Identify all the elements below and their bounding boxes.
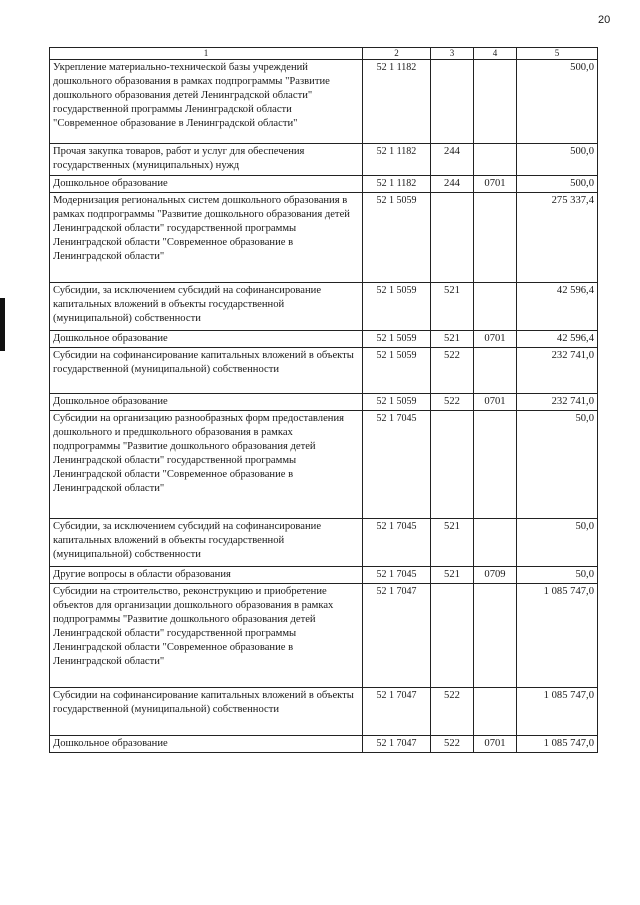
table-row	[50, 567, 598, 584]
row-name: Дошкольное образование	[50, 331, 363, 348]
row-expense-type	[431, 411, 474, 519]
row-target-code: 52 1 5059	[363, 193, 431, 283]
row-expense-type: 522	[431, 348, 474, 394]
row-section	[474, 519, 517, 567]
row-section: 0709	[474, 567, 517, 584]
row-target-code: 52 1 5059	[363, 394, 431, 411]
row-expense-type: 521	[431, 283, 474, 331]
row-name: Дошкольное образование	[50, 176, 363, 193]
margin-mark	[0, 298, 5, 351]
row-target-code: 52 1 7047	[363, 688, 431, 736]
row-name: Дошкольное образование	[50, 394, 363, 411]
row-name: Субсидии на строительство, реконструкцию и приобретение объектов для организации дошкольного образования в рамках подпрограммы "Развитие дошкольного образования детей Ленинградской области" государственной программы Ленинградской области "Современное образование в Ленинградской области"	[50, 584, 363, 688]
table-row	[50, 331, 598, 348]
row-amount: 500,0	[517, 60, 598, 144]
row-section	[474, 60, 517, 144]
table-row	[50, 193, 598, 283]
row-name: Субсидии, за исключением субсидий на софинансирование капитальных вложений в объекты государственной (муниципальной) собственности	[50, 283, 363, 331]
row-section: 0701	[474, 176, 517, 193]
column-header: 2	[363, 48, 431, 60]
column-header: 5	[517, 48, 598, 60]
row-amount: 275 337,4	[517, 193, 598, 283]
row-target-code: 52 1 7047	[363, 736, 431, 753]
row-section	[474, 348, 517, 394]
row-amount: 1 085 747,0	[517, 584, 598, 688]
budget-table	[49, 47, 598, 753]
row-target-code: 52 1 7045	[363, 567, 431, 584]
row-section	[474, 144, 517, 176]
row-section: 0701	[474, 736, 517, 753]
row-amount: 232 741,0	[517, 348, 598, 394]
page-number: 20	[598, 14, 611, 26]
table-row	[50, 688, 598, 736]
row-amount: 500,0	[517, 144, 598, 176]
row-expense-type: 521	[431, 567, 474, 584]
row-amount: 232 741,0	[517, 394, 598, 411]
row-amount: 50,0	[517, 567, 598, 584]
row-expense-type: 244	[431, 144, 474, 176]
row-amount: 500,0	[517, 176, 598, 193]
row-target-code: 52 1 7047	[363, 584, 431, 688]
row-target-code: 52 1 1182	[363, 176, 431, 193]
row-section: 0701	[474, 331, 517, 348]
row-amount: 1 085 747,0	[517, 688, 598, 736]
row-name: Другие вопросы в области образования	[50, 567, 363, 584]
row-target-code: 52 1 1182	[363, 60, 431, 144]
table-row	[50, 60, 598, 144]
row-section	[474, 411, 517, 519]
row-target-code: 52 1 5059	[363, 348, 431, 394]
row-expense-type	[431, 60, 474, 144]
row-target-code: 52 1 5059	[363, 331, 431, 348]
table-row	[50, 411, 598, 519]
row-name: Укрепление материально-технической базы учреждений дошкольного образования в рамках подпрограммы "Развитие дошкольного образования детей Ленинградской области" государственной программы Ленинградской области "Современное образование в Ленинградской области"	[50, 60, 363, 144]
table-row	[50, 283, 598, 331]
column-header: 3	[431, 48, 474, 60]
column-header: 1	[50, 48, 363, 60]
row-amount: 1 085 747,0	[517, 736, 598, 753]
row-amount: 42 596,4	[517, 331, 598, 348]
row-target-code: 52 1 7045	[363, 519, 431, 567]
column-header: 4	[474, 48, 517, 60]
row-expense-type: 522	[431, 394, 474, 411]
row-name: Субсидии на софинансирование капитальных вложений в объекты государственной (муниципальной) собственности	[50, 348, 363, 394]
row-amount: 50,0	[517, 411, 598, 519]
table-row	[50, 176, 598, 193]
row-expense-type: 521	[431, 331, 474, 348]
row-target-code: 52 1 5059	[363, 283, 431, 331]
table-row	[50, 584, 598, 688]
row-target-code: 52 1 7045	[363, 411, 431, 519]
row-expense-type: 522	[431, 688, 474, 736]
table-header-row	[50, 48, 598, 60]
table-row	[50, 144, 598, 176]
row-section	[474, 193, 517, 283]
row-name: Субсидии на организацию разнообразных форм предоставления дошкольного и предшкольного образования в рамках подпрограммы "Развитие дошкольного образования детей Ленинградской области" государственной программы Ленинградской области "Современное образование в Ленинградской области"	[50, 411, 363, 519]
row-name: Прочая закупка товаров, работ и услуг для обеспечения государственных (муниципальных) нужд	[50, 144, 363, 176]
row-expense-type: 244	[431, 176, 474, 193]
row-expense-type	[431, 193, 474, 283]
row-section: 0701	[474, 394, 517, 411]
row-expense-type: 522	[431, 736, 474, 753]
row-target-code: 52 1 1182	[363, 144, 431, 176]
row-amount: 42 596,4	[517, 283, 598, 331]
row-expense-type	[431, 584, 474, 688]
row-expense-type: 521	[431, 519, 474, 567]
row-section	[474, 688, 517, 736]
row-section	[474, 283, 517, 331]
row-name: Субсидии на софинансирование капитальных вложений в объекты государственной (муниципальной) собственности	[50, 688, 363, 736]
table-row	[50, 348, 598, 394]
table-row	[50, 394, 598, 411]
row-name: Дошкольное образование	[50, 736, 363, 753]
table-row	[50, 519, 598, 567]
table-row	[50, 736, 598, 753]
row-name: Субсидии, за исключением субсидий на софинансирование капитальных вложений в объекты государственной (муниципальной) собственности	[50, 519, 363, 567]
row-section	[474, 584, 517, 688]
row-amount: 50,0	[517, 519, 598, 567]
row-name: Модернизация региональных систем дошкольного образования в рамках подпрограммы "Развитие дошкольного образования детей Ленинградской области" государственной программы Ленинградской области "Современное образование в Ленинградской области"	[50, 193, 363, 283]
